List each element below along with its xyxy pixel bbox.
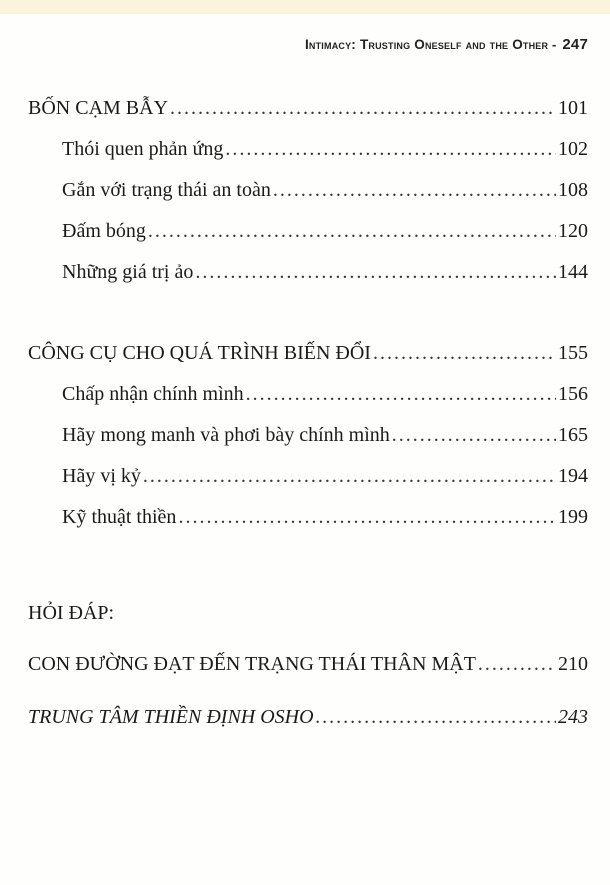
toc-page-number: 102	[558, 138, 588, 160]
toc-section-1[interactable]	[28, 96, 588, 120]
toc-page-number: 210	[558, 653, 588, 675]
toc-section-2[interactable]	[28, 341, 588, 365]
toc-page-number: 165	[558, 424, 588, 446]
toc-item[interactable]	[62, 178, 588, 202]
toc-page-number: 101	[558, 97, 588, 119]
toc-item[interactable]	[62, 137, 588, 161]
toc-page-number: 243	[558, 706, 588, 728]
toc-section-title: CON ĐƯỜNG ĐẠT ĐẾN TRẠNG THÁI THÂN MẬT	[28, 653, 476, 675]
dot-leader	[273, 178, 556, 202]
toc-page-number: 194	[558, 465, 588, 487]
toc-item[interactable]	[62, 464, 588, 488]
toc-section-title: TRUNG TÂM THIỀN ĐỊNH OSHO	[28, 706, 314, 728]
toc-page-number: 120	[558, 220, 588, 242]
toc-page-number: 108	[558, 179, 588, 201]
toc-item-title: Đấm bóng	[62, 220, 146, 242]
toc-item-title: Hãy vị kỷ	[62, 465, 141, 487]
toc-item-title: Kỹ thuật thiền	[62, 506, 177, 528]
toc-item-title: Thói quen phản ứng	[62, 138, 224, 160]
dot-leader	[316, 705, 556, 729]
toc-item[interactable]	[62, 260, 588, 284]
toc-item-title: Gắn với trạng thái an toàn	[62, 179, 271, 201]
dot-leader	[195, 260, 556, 284]
dot-leader	[148, 219, 556, 243]
toc-item[interactable]	[62, 505, 588, 529]
toc-page-number: 156	[558, 383, 588, 405]
toc-section-title: BỐN CẠM BẪY	[28, 97, 169, 119]
toc-item-title: Những giá trị ảo	[62, 261, 194, 283]
dot-leader	[373, 341, 556, 365]
qa-heading: HỎI ĐÁP:	[28, 602, 115, 624]
running-head-title: Intimacy: Trusting Oneself and the Other	[304, 37, 549, 52]
toc-item[interactable]	[62, 219, 588, 243]
toc-item-title: Chấp nhận chính mình	[62, 383, 244, 405]
top-strip	[0, 0, 610, 14]
toc-page-number: 199	[558, 506, 588, 528]
dot-leader	[143, 464, 556, 488]
toc-osho-entry[interactable]	[28, 705, 588, 729]
toc-page-number: 155	[558, 342, 588, 364]
running-head-separator: -	[552, 37, 557, 52]
dot-leader	[478, 652, 556, 676]
dot-leader	[170, 96, 556, 120]
toc-qa-entry[interactable]	[28, 652, 588, 676]
dot-leader	[392, 423, 556, 447]
toc-item-title: Hãy mong manh và phơi bày chính mình	[62, 424, 390, 446]
dot-leader	[178, 505, 556, 529]
dot-leader	[225, 137, 556, 161]
toc-section-title: CÔNG CỤ CHO QUÁ TRÌNH BIẾN ĐỔI	[28, 342, 371, 364]
book-page	[0, 14, 610, 885]
running-head	[305, 36, 588, 53]
dot-leader	[246, 382, 556, 406]
running-head-page-number: 247	[562, 36, 588, 53]
toc-item[interactable]	[62, 423, 588, 447]
toc-item[interactable]	[62, 382, 588, 406]
toc-page-number: 144	[558, 261, 588, 283]
